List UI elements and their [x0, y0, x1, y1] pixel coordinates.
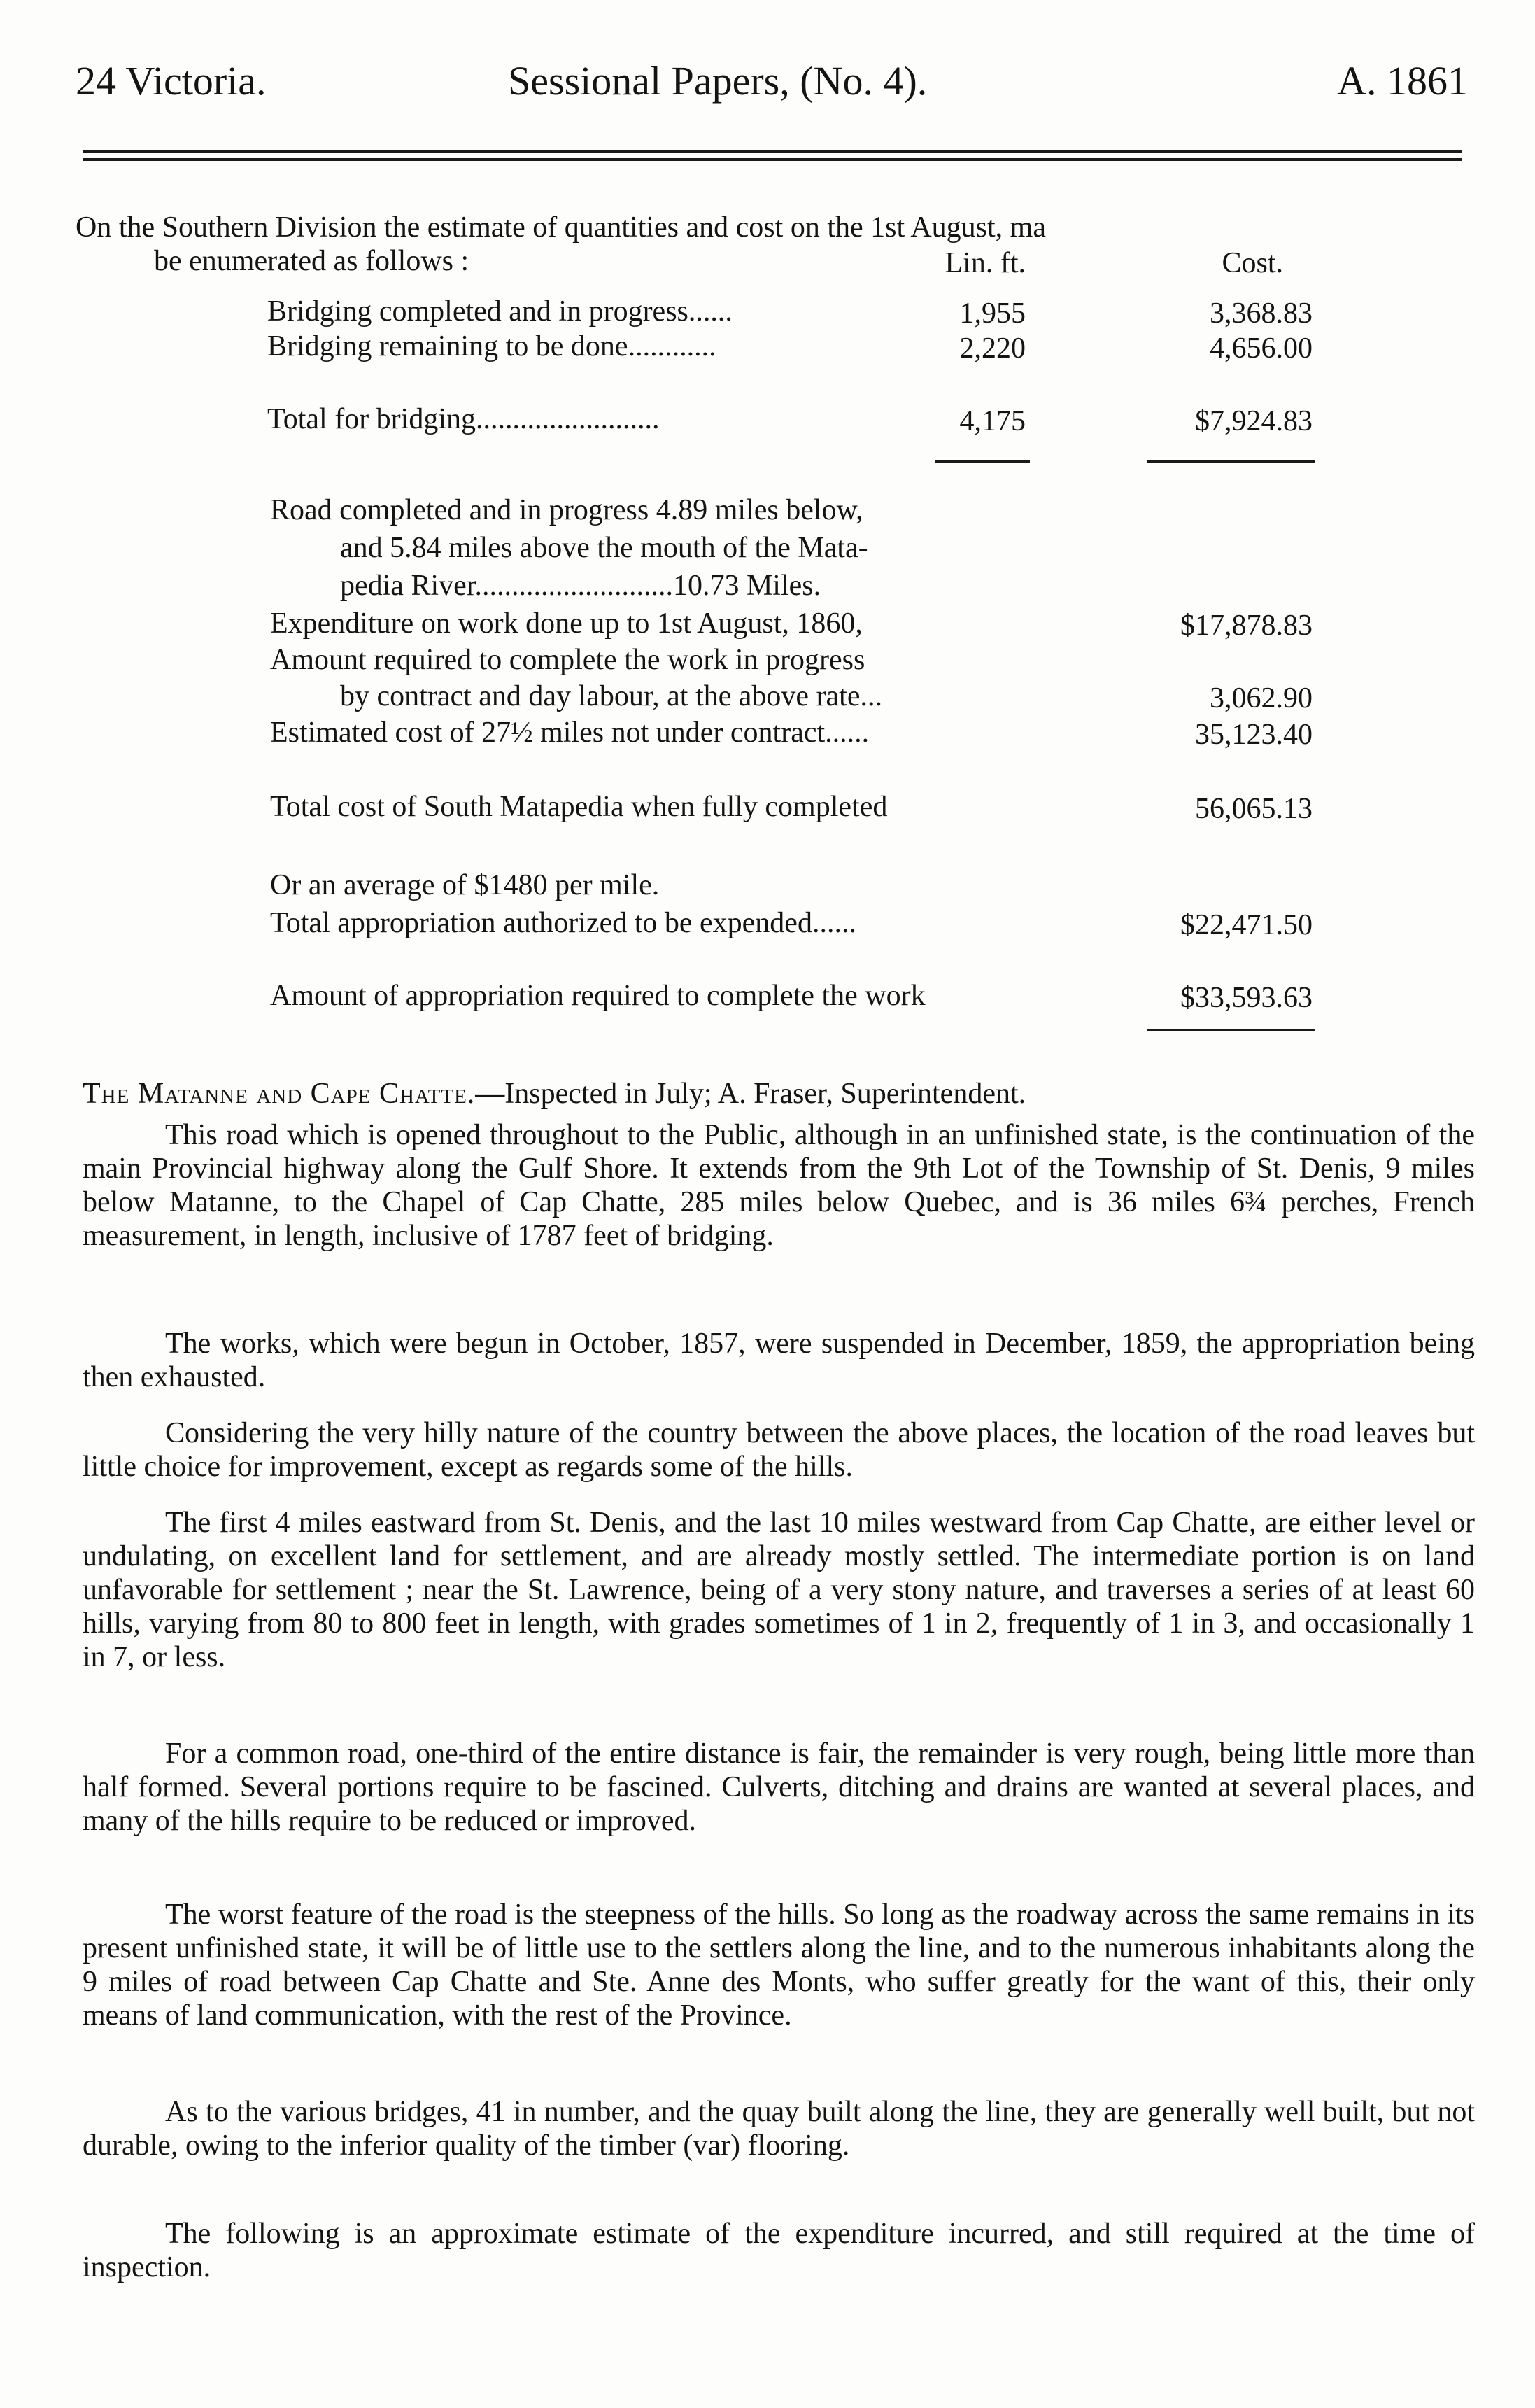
southern-intro-line1: On the Southern Division the estimate of quantities and cost on the 1st August, ma	[76, 211, 1046, 244]
complete-work-value: $33,593.63	[1180, 982, 1313, 1014]
southern-intro-line2: be enumerated as follows :	[154, 245, 469, 277]
column-header-lin-ft: Lin. ft.	[945, 247, 1026, 279]
matapedia-total-label: Total cost of South Matapedia when fully completed	[270, 791, 888, 823]
paragraph-6: The worst feature of the road is the steepness of the hills. So long as the roadway across the same remains in its present unfinished state, it will be of little use to the settlers along the line, and to the numerous inhabitants along the 9 miles of road between Cap Chatte and Ste. Anne des Monts, who suffer greatly for the want of this, their only means of land communication, with the rest of the Province.	[83, 1899, 1476, 2032]
final-total-rule	[1147, 1029, 1315, 1031]
paragraph-2: The works, which were begun in October, 1857, were suspended in December, 1859, the appropriation being then exhausted.	[83, 1328, 1475, 1393]
estimated-label: Estimated cost of 27½ miles not under contract......	[270, 717, 870, 749]
paragraph-7: As to the various bridges, 41 in number, and the quay built along the line, they are generally well built, but not durable, owing to the inferior quality of the timber (var) flooring.	[83, 2096, 1475, 2162]
section-heading-title: The Matanne and Cape Chatte.	[83, 1078, 476, 1110]
matapedia-total-value: 56,065.13	[1195, 793, 1313, 825]
bridging-total-label: Total for bridging.........................	[267, 403, 660, 435]
bridging-total-cost: $7,924.83	[1195, 405, 1313, 437]
header-year: A. 1861	[1337, 58, 1468, 104]
header-rule-bottom	[83, 158, 1462, 161]
average-label: Or an average of $1480 per mile.	[270, 869, 660, 901]
total-lin-rule	[935, 460, 1030, 463]
complete-work-label: Amount of appropriation required to complete the work	[270, 980, 926, 1012]
paragraph-8: The following is an approximate estimate of the expenditure incurred, and still required at the time of inspection.	[83, 2218, 1475, 2283]
paragraph-5: For a common road, one-third of the entire distance is fair, the remainder is very rough, being little more than half formed. Several portions require to be fascined. Culverts, ditching and drains are wanted at several places, and many of the hills require to be reduced or improved.	[83, 1738, 1475, 1837]
bridging-total-lin: 4,175	[959, 405, 1026, 437]
column-header-cost: Cost.	[1222, 247, 1283, 279]
road-line1: Road completed and in progress 4.89 miles below,	[270, 494, 863, 526]
paragraph-1: This road which is opened throughout to the Public, although in an unfinished state, is the continuation of the main Provincial highway along the Gulf Shore. It extends from the 9th Lot of the Township of St. Denis, 9 miles below Matanne, to the Chapel of Cap Chatte, 285 miles below Quebec, and is 36 miles 6¾ perches, French measurement, in length, inclusive of 1787 feet of bridging.	[83, 1119, 1475, 1252]
estimated-value: 35,123.40	[1195, 719, 1313, 751]
bridging-completed-lin: 1,955	[959, 297, 1026, 330]
header-rule-top	[83, 150, 1462, 153]
running-header	[76, 57, 1468, 113]
paragraph-4: The first 4 miles eastward from St. Denis, and the last 10 miles westward from Cap Chatte, are either level or undulating, on excellent land for settlement, and are already mostly settled. The intermediate portion is on land unfavorable for settlement ; near the St. Lawrence, being of a very stony nature, and traverses a series of at least 60 hills, varying from 80 to 800 feet in length, with grades sometimes of 1 in 2, frequently of 1 in 3, and occasionally 1 in 7, or less.	[83, 1507, 1475, 1673]
bridging-remaining-cost: 4,656.00	[1210, 332, 1313, 365]
required-line1: Amount required to complete the work in progress	[270, 644, 865, 676]
road-line3: pedia River...........................10.73 Miles.	[340, 570, 821, 602]
bridging-remaining-label: Bridging remaining to be done............	[267, 330, 716, 362]
required-value: 3,062.90	[1210, 682, 1313, 714]
bridging-remaining-lin: 2,220	[959, 332, 1026, 365]
expenditure-label: Expenditure on work done up to 1st August, 1860,	[270, 607, 863, 640]
total-cost-rule	[1147, 460, 1315, 463]
header-volume: 24 Victoria.	[76, 58, 267, 104]
appropriation-label: Total appropriation authorized to be expended......	[270, 907, 856, 939]
required-line2: by contract and day labour, at the above rate...	[340, 680, 882, 712]
section-heading	[83, 1079, 1026, 1108]
paragraph-3: Considering the very hilly nature of the country between the above places, the location of the road leaves but little choice for improvement, except as regards some of the hills.	[83, 1417, 1475, 1483]
expenditure-value: $17,878.83	[1180, 610, 1313, 642]
bridging-completed-cost: 3,368.83	[1210, 297, 1313, 330]
header-title: Sessional Papers, (No. 4).	[508, 58, 928, 104]
appropriation-value: $22,471.50	[1180, 909, 1313, 941]
bridging-completed-label: Bridging completed and in progress......	[267, 295, 733, 328]
road-line2: and 5.84 miles above the mouth of the Mata-	[340, 532, 868, 564]
section-heading-rest: —Inspected in July; A. Fraser, Superintendent.	[475, 1078, 1026, 1110]
